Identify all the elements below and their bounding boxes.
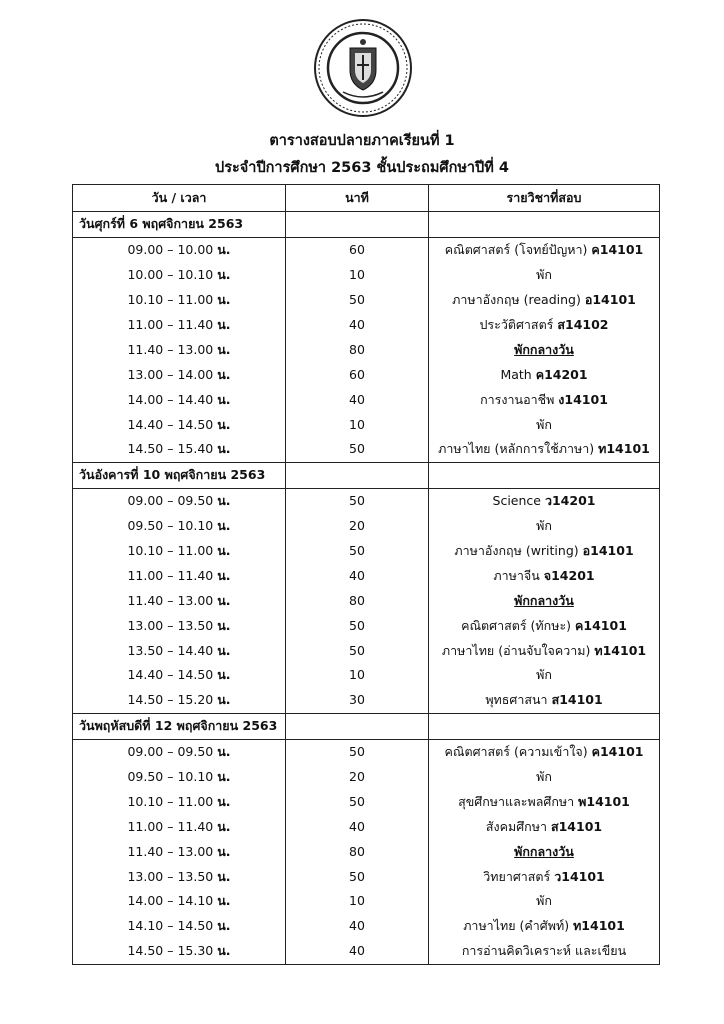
time-range: 13.00 – 13.50 <box>127 617 214 633</box>
time-unit: น. <box>217 692 231 708</box>
subject-code: ค14101 <box>591 744 644 760</box>
time-unit: น. <box>217 391 231 407</box>
time-range: 11.40 – 13.00 <box>127 843 214 859</box>
time-unit: น. <box>217 242 231 258</box>
time-cell <box>73 889 286 914</box>
subject-code: ค14101 <box>575 617 627 633</box>
table-row <box>73 864 660 889</box>
time-cell <box>73 362 286 387</box>
day-label: วันอังคารที่ 10 พฤศจิกายน 2563 <box>73 462 286 488</box>
empty-cell <box>429 212 660 238</box>
subject-name: วิทยาศาสตร์ <box>483 868 551 884</box>
time-range: 09.50 – 10.10 <box>127 518 214 534</box>
subject-code: ว14101 <box>554 868 605 884</box>
minutes-cell: 80 <box>286 337 429 362</box>
time-cell <box>73 765 286 790</box>
subject-cell <box>429 739 660 764</box>
subject-name: ภาษาจีน <box>493 567 544 583</box>
time-range: 11.40 – 13.00 <box>127 592 214 608</box>
time-range: 09.00 – 09.50 <box>127 744 214 760</box>
time-unit: น. <box>217 416 231 432</box>
subject-name: พัก <box>536 518 552 534</box>
subject-name: พัก <box>536 667 552 683</box>
time-unit: น. <box>217 341 231 357</box>
schedule-body <box>73 212 660 965</box>
subject-cell <box>429 864 660 889</box>
time-unit: น. <box>217 918 231 934</box>
exam-schedule-table <box>72 184 660 965</box>
subject-cell <box>429 362 660 387</box>
subject-cell <box>429 638 660 663</box>
time-unit: น. <box>217 868 231 884</box>
subject-cell <box>429 237 660 262</box>
time-cell <box>73 539 286 564</box>
time-cell <box>73 437 286 462</box>
time-unit: น. <box>217 518 231 534</box>
time-unit: น. <box>217 943 231 959</box>
subject-code: ง14101 <box>558 391 608 407</box>
time-range: 14.50 – 15.40 <box>127 441 214 457</box>
subject-cell <box>429 514 660 539</box>
table-row <box>73 263 660 288</box>
table-row <box>73 613 660 638</box>
minutes-cell: 50 <box>286 739 429 764</box>
minutes-cell: 40 <box>286 814 429 839</box>
subject-cell <box>429 313 660 338</box>
subject-name: ภาษาอังกฤษ (writing) <box>454 543 579 559</box>
time-unit: น. <box>217 543 231 559</box>
minutes-cell: 40 <box>286 313 429 338</box>
subject-name: Math <box>500 366 532 382</box>
minutes-cell: 10 <box>286 663 429 688</box>
time-unit: น. <box>217 366 231 382</box>
table-row <box>73 814 660 839</box>
table-row <box>73 362 660 387</box>
lunch-break-label: พักกลางวัน <box>514 843 574 859</box>
empty-cell <box>286 212 429 238</box>
time-unit: น. <box>217 267 231 283</box>
school-seal-logo <box>313 18 413 118</box>
subject-cell <box>429 387 660 412</box>
day-label: วันพฤหัสบดีที่ 12 พฤศจิกายน 2563 <box>73 713 286 739</box>
subject-cell <box>429 814 660 839</box>
minutes-cell: 80 <box>286 588 429 613</box>
subject-name: ประวัติศาสตร์ <box>479 317 554 332</box>
subject-name: พัก <box>536 893 552 909</box>
time-cell <box>73 588 286 613</box>
time-cell <box>73 387 286 412</box>
table-row <box>73 539 660 564</box>
subject-cell <box>429 688 660 713</box>
empty-cell <box>429 462 660 488</box>
subject-cell <box>429 288 660 313</box>
time-unit: น. <box>217 617 231 633</box>
subject-cell <box>429 613 660 638</box>
minutes-cell: 50 <box>286 488 429 513</box>
table-row <box>73 914 660 939</box>
time-range: 09.50 – 10.10 <box>127 769 214 785</box>
subject-name: ภาษาอังกฤษ (reading) <box>452 292 581 308</box>
time-unit: น. <box>217 493 231 509</box>
subject-cell <box>429 412 660 437</box>
time-range: 13.00 – 13.50 <box>127 868 214 884</box>
time-cell <box>73 688 286 713</box>
time-range: 14.40 – 14.50 <box>127 416 214 432</box>
subject-cell <box>429 337 660 362</box>
minutes-cell: 50 <box>286 437 429 462</box>
subject-name: ภาษาไทย (หลักการใช้ภาษา) <box>438 441 595 457</box>
time-cell <box>73 814 286 839</box>
time-unit: น. <box>217 642 231 658</box>
time-cell <box>73 914 286 939</box>
header-time: วัน / เวลา <box>73 185 286 212</box>
minutes-cell: 50 <box>286 789 429 814</box>
table-row <box>73 288 660 313</box>
time-range: 14.00 – 14.40 <box>127 391 214 407</box>
subject-code: ว14201 <box>544 493 596 509</box>
subject-name: พัก <box>536 267 552 283</box>
time-cell <box>73 638 286 663</box>
subject-cell <box>429 437 660 462</box>
table-row <box>73 765 660 790</box>
subject-name: คณิตศาสตร์ (ทักษะ) <box>461 617 572 633</box>
subject-cell <box>429 588 660 613</box>
minutes-cell: 50 <box>286 638 429 663</box>
time-unit: น. <box>217 769 231 785</box>
subject-code: อ14101 <box>584 292 636 308</box>
time-range: 09.00 – 09.50 <box>127 493 214 509</box>
minutes-cell: 50 <box>286 288 429 313</box>
minutes-cell: 50 <box>286 864 429 889</box>
time-cell <box>73 739 286 764</box>
header-subject: รายวิชาที่สอบ <box>429 185 660 212</box>
header-minutes: นาที <box>286 185 429 212</box>
time-unit: น. <box>217 292 231 308</box>
subject-cell <box>429 939 660 964</box>
subject-code: ท14101 <box>573 918 625 934</box>
subject-name: การอ่านคิดวิเคราะห์ และเขียน <box>461 943 627 959</box>
subject-cell <box>429 488 660 513</box>
table-row <box>73 638 660 663</box>
subject-cell <box>429 563 660 588</box>
subject-name: พัก <box>536 416 552 432</box>
time-cell <box>73 412 286 437</box>
minutes-cell: 40 <box>286 563 429 588</box>
time-range: 11.00 – 11.40 <box>127 567 214 583</box>
subject-name: พุทธศาสนา <box>485 692 548 708</box>
time-unit: น. <box>217 793 231 809</box>
time-unit: น. <box>217 818 231 834</box>
table-row <box>73 663 660 688</box>
subject-code: ท14101 <box>598 441 650 457</box>
minutes-cell: 30 <box>286 688 429 713</box>
empty-cell <box>286 462 429 488</box>
table-row <box>73 563 660 588</box>
table-row <box>73 387 660 412</box>
empty-cell <box>429 713 660 739</box>
subject-code: ท14101 <box>594 642 647 658</box>
subject-name: ภาษาไทย (อ่านจับใจความ) <box>441 642 591 658</box>
subject-cell <box>429 263 660 288</box>
time-range: 09.00 – 10.00 <box>127 242 214 258</box>
time-cell <box>73 789 286 814</box>
time-range: 14.50 – 15.30 <box>127 943 214 959</box>
time-range: 13.00 – 14.00 <box>127 366 214 382</box>
time-unit: น. <box>217 592 231 608</box>
minutes-cell: 60 <box>286 362 429 387</box>
time-cell <box>73 488 286 513</box>
minutes-cell: 40 <box>286 387 429 412</box>
time-range: 11.00 – 11.40 <box>127 818 214 834</box>
time-range: 14.00 – 14.10 <box>127 893 214 909</box>
minutes-cell: 10 <box>286 889 429 914</box>
subject-cell <box>429 889 660 914</box>
time-range: 11.00 – 11.40 <box>127 317 214 332</box>
table-row <box>73 514 660 539</box>
table-row <box>73 488 660 513</box>
day-label: วันศุกร์ที่ 6 พฤศจิกายน 2563 <box>73 212 286 238</box>
table-row <box>73 412 660 437</box>
subject-name: สุขศึกษาและพลศึกษา <box>458 793 575 809</box>
time-range: 14.40 – 14.50 <box>127 667 214 683</box>
subject-name: Science <box>492 493 541 509</box>
lunch-break-label: พักกลางวัน <box>514 341 574 357</box>
day-row <box>73 462 660 488</box>
subject-name: การงานอาชีพ <box>480 391 555 407</box>
time-range: 10.10 – 11.00 <box>127 793 214 809</box>
subject-code: พ14101 <box>578 793 630 809</box>
subject-name: ภาษาไทย (คำศัพท์) <box>463 918 570 934</box>
subject-name: สังคมศึกษา <box>485 818 547 834</box>
subject-cell <box>429 765 660 790</box>
table-row <box>73 437 660 462</box>
subject-code: อ14101 <box>582 543 634 559</box>
time-range: 11.40 – 13.00 <box>127 341 214 357</box>
minutes-cell: 20 <box>286 514 429 539</box>
subject-cell <box>429 839 660 864</box>
day-row <box>73 713 660 739</box>
time-unit: น. <box>217 667 231 683</box>
table-row <box>73 789 660 814</box>
time-cell <box>73 563 286 588</box>
minutes-cell: 40 <box>286 914 429 939</box>
exam-title: ตารางสอบปลายภาคเรียนที่ 1 <box>269 133 455 149</box>
time-unit: น. <box>217 843 231 859</box>
subject-code: ค14101 <box>591 242 644 258</box>
time-range: 10.10 – 11.00 <box>127 543 214 559</box>
table-row <box>73 313 660 338</box>
time-cell <box>73 237 286 262</box>
subject-name: พัก <box>536 769 552 785</box>
table-row <box>73 688 660 713</box>
time-unit: น. <box>217 744 231 760</box>
lunch-break-label: พักกลางวัน <box>514 592 574 608</box>
time-range: 14.50 – 15.20 <box>127 692 214 708</box>
time-unit: น. <box>217 441 231 457</box>
subject-name: คณิตศาสตร์ (ความเข้าใจ) <box>444 744 588 760</box>
subject-code: ส14102 <box>557 317 609 332</box>
time-range: 10.00 – 10.10 <box>127 267 214 283</box>
time-range: 13.50 – 14.40 <box>127 642 214 658</box>
minutes-cell: 40 <box>286 939 429 964</box>
time-cell <box>73 613 286 638</box>
time-cell <box>73 263 286 288</box>
time-cell <box>73 839 286 864</box>
subject-code: ส14101 <box>550 818 603 834</box>
table-row <box>73 237 660 262</box>
time-cell <box>73 313 286 338</box>
table-row <box>73 588 660 613</box>
time-cell <box>73 514 286 539</box>
day-row <box>73 212 660 238</box>
table-header-row <box>73 185 660 212</box>
minutes-cell: 10 <box>286 412 429 437</box>
minutes-cell: 50 <box>286 539 429 564</box>
time-cell <box>73 288 286 313</box>
table-row <box>73 839 660 864</box>
table-row <box>73 889 660 914</box>
subject-cell <box>429 539 660 564</box>
minutes-cell: 10 <box>286 263 429 288</box>
minutes-cell: 20 <box>286 765 429 790</box>
time-cell <box>73 337 286 362</box>
table-row <box>73 337 660 362</box>
subject-cell <box>429 789 660 814</box>
exam-subtitle: ประจำปีการศึกษา 2563 ชั้นประถมศึกษาปีที่ 4 <box>215 160 509 176</box>
time-range: 10.10 – 11.00 <box>127 292 214 308</box>
time-unit: น. <box>217 317 231 332</box>
subject-code: จ14201 <box>543 567 595 583</box>
time-unit: น. <box>217 567 231 583</box>
subject-cell <box>429 663 660 688</box>
minutes-cell: 80 <box>286 839 429 864</box>
time-cell <box>73 663 286 688</box>
subject-code: ส14101 <box>551 692 603 708</box>
minutes-cell: 50 <box>286 613 429 638</box>
table-row <box>73 739 660 764</box>
time-unit: น. <box>217 893 231 909</box>
time-cell <box>73 864 286 889</box>
time-range: 14.10 – 14.50 <box>127 918 214 934</box>
subject-code: ค14201 <box>535 366 588 382</box>
subject-name: คณิตศาสตร์ (โจทย์ปัญหา) <box>444 242 588 258</box>
time-cell <box>73 939 286 964</box>
subject-cell <box>429 914 660 939</box>
empty-cell <box>286 713 429 739</box>
minutes-cell: 60 <box>286 237 429 262</box>
table-row <box>73 939 660 964</box>
